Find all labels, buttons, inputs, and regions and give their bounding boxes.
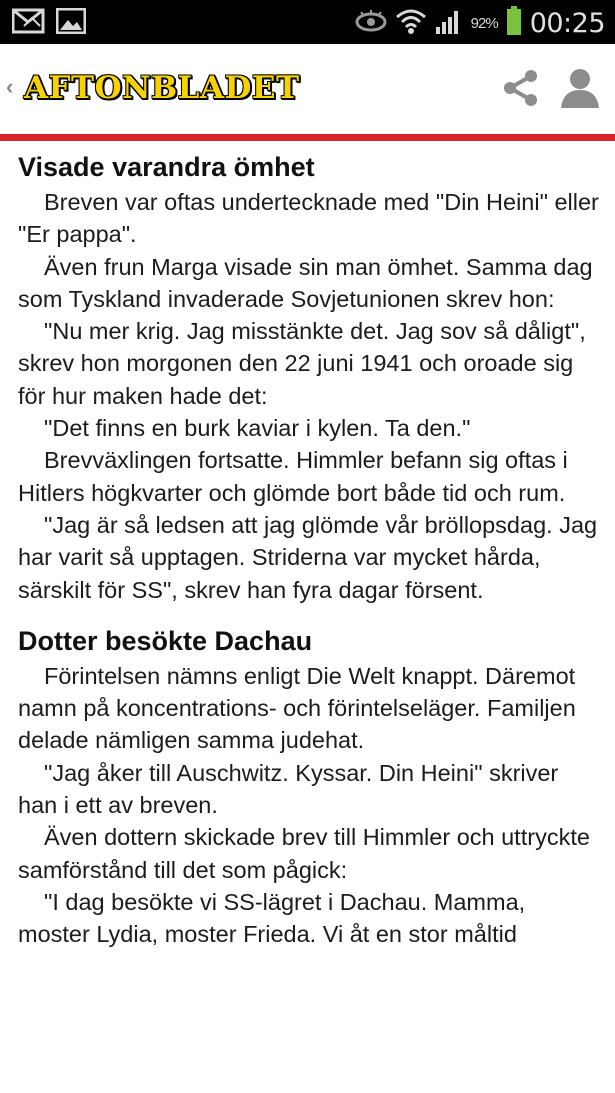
signal-icon <box>435 7 463 40</box>
article-section <box>18 624 603 951</box>
paragraph: "Nu mer krig. Jag misstänkte det. Jag sov så dåligt", skrev hon morgonen den 22 juni 1941 och oroade sig för hur maken hade det: <box>18 318 586 409</box>
header-divider <box>0 134 615 141</box>
status-clock: 00:25 <box>529 8 605 39</box>
mail-icon <box>12 8 46 39</box>
paragraph: Brevväxlingen fortsatte. Himmler befann sig oftas i Hitlers högkvarter och glömde bort både tid och rum. <box>18 447 568 506</box>
article-body <box>18 150 603 969</box>
paragraph: Även dottern skickade brev till Himmler och uttryckte samförstånd till det som pågick: <box>18 824 590 883</box>
paragraph: Breven var oftas undertecknade med "Din Heini" eller "Er pappa". <box>18 189 599 248</box>
battery-icon <box>506 6 522 41</box>
app-bar <box>0 44 615 134</box>
paragraph: "Jag åker till Auschwitz. Kyssar. Din Heini" skriver han i ett av breven. <box>18 759 559 819</box>
aftonbladet-logo[interactable]: AFTONBLADET <box>24 70 300 106</box>
paragraph: Förintelsen nämns enligt Die Welt knappt. Däremot namn på koncentrations- och förintelseläger. Familjen delade nämligen samma judehat. <box>18 662 576 754</box>
paragraph: "I dag besökte vi SS-lägret i Dachau. Mamma, moster Lydia, moster Frieda. Vi åt en stor måltid <box>18 888 526 948</box>
battery-percent: 92% <box>470 15 498 32</box>
section-heading: Visade varandra ömhet <box>18 152 315 182</box>
paragraph: "Jag är så ledsen att jag glömde vår bröllopsdag. Jag har varit så upptagen. Striderna var mycket hårda, särskilt för SS", skrev han fyra dagar försent. <box>18 511 598 603</box>
wifi-icon <box>395 7 427 40</box>
back-button[interactable]: ‹ <box>6 74 14 99</box>
share-icon[interactable] <box>501 68 541 113</box>
eye-icon <box>355 10 387 37</box>
article-section <box>18 150 603 606</box>
section-heading: Dotter besökte Dachau <box>18 625 313 656</box>
paragraph: Även frun Marga visade sin man ömhet. Samma dag som Tyskland invaderade Sovjetunionen skrev hon: <box>18 253 593 312</box>
status-bar <box>0 0 615 44</box>
user-icon[interactable] <box>559 66 601 113</box>
image-icon <box>56 8 86 39</box>
paragraph: "Det finns en burk kaviar i kylen. Ta den." <box>44 415 471 442</box>
